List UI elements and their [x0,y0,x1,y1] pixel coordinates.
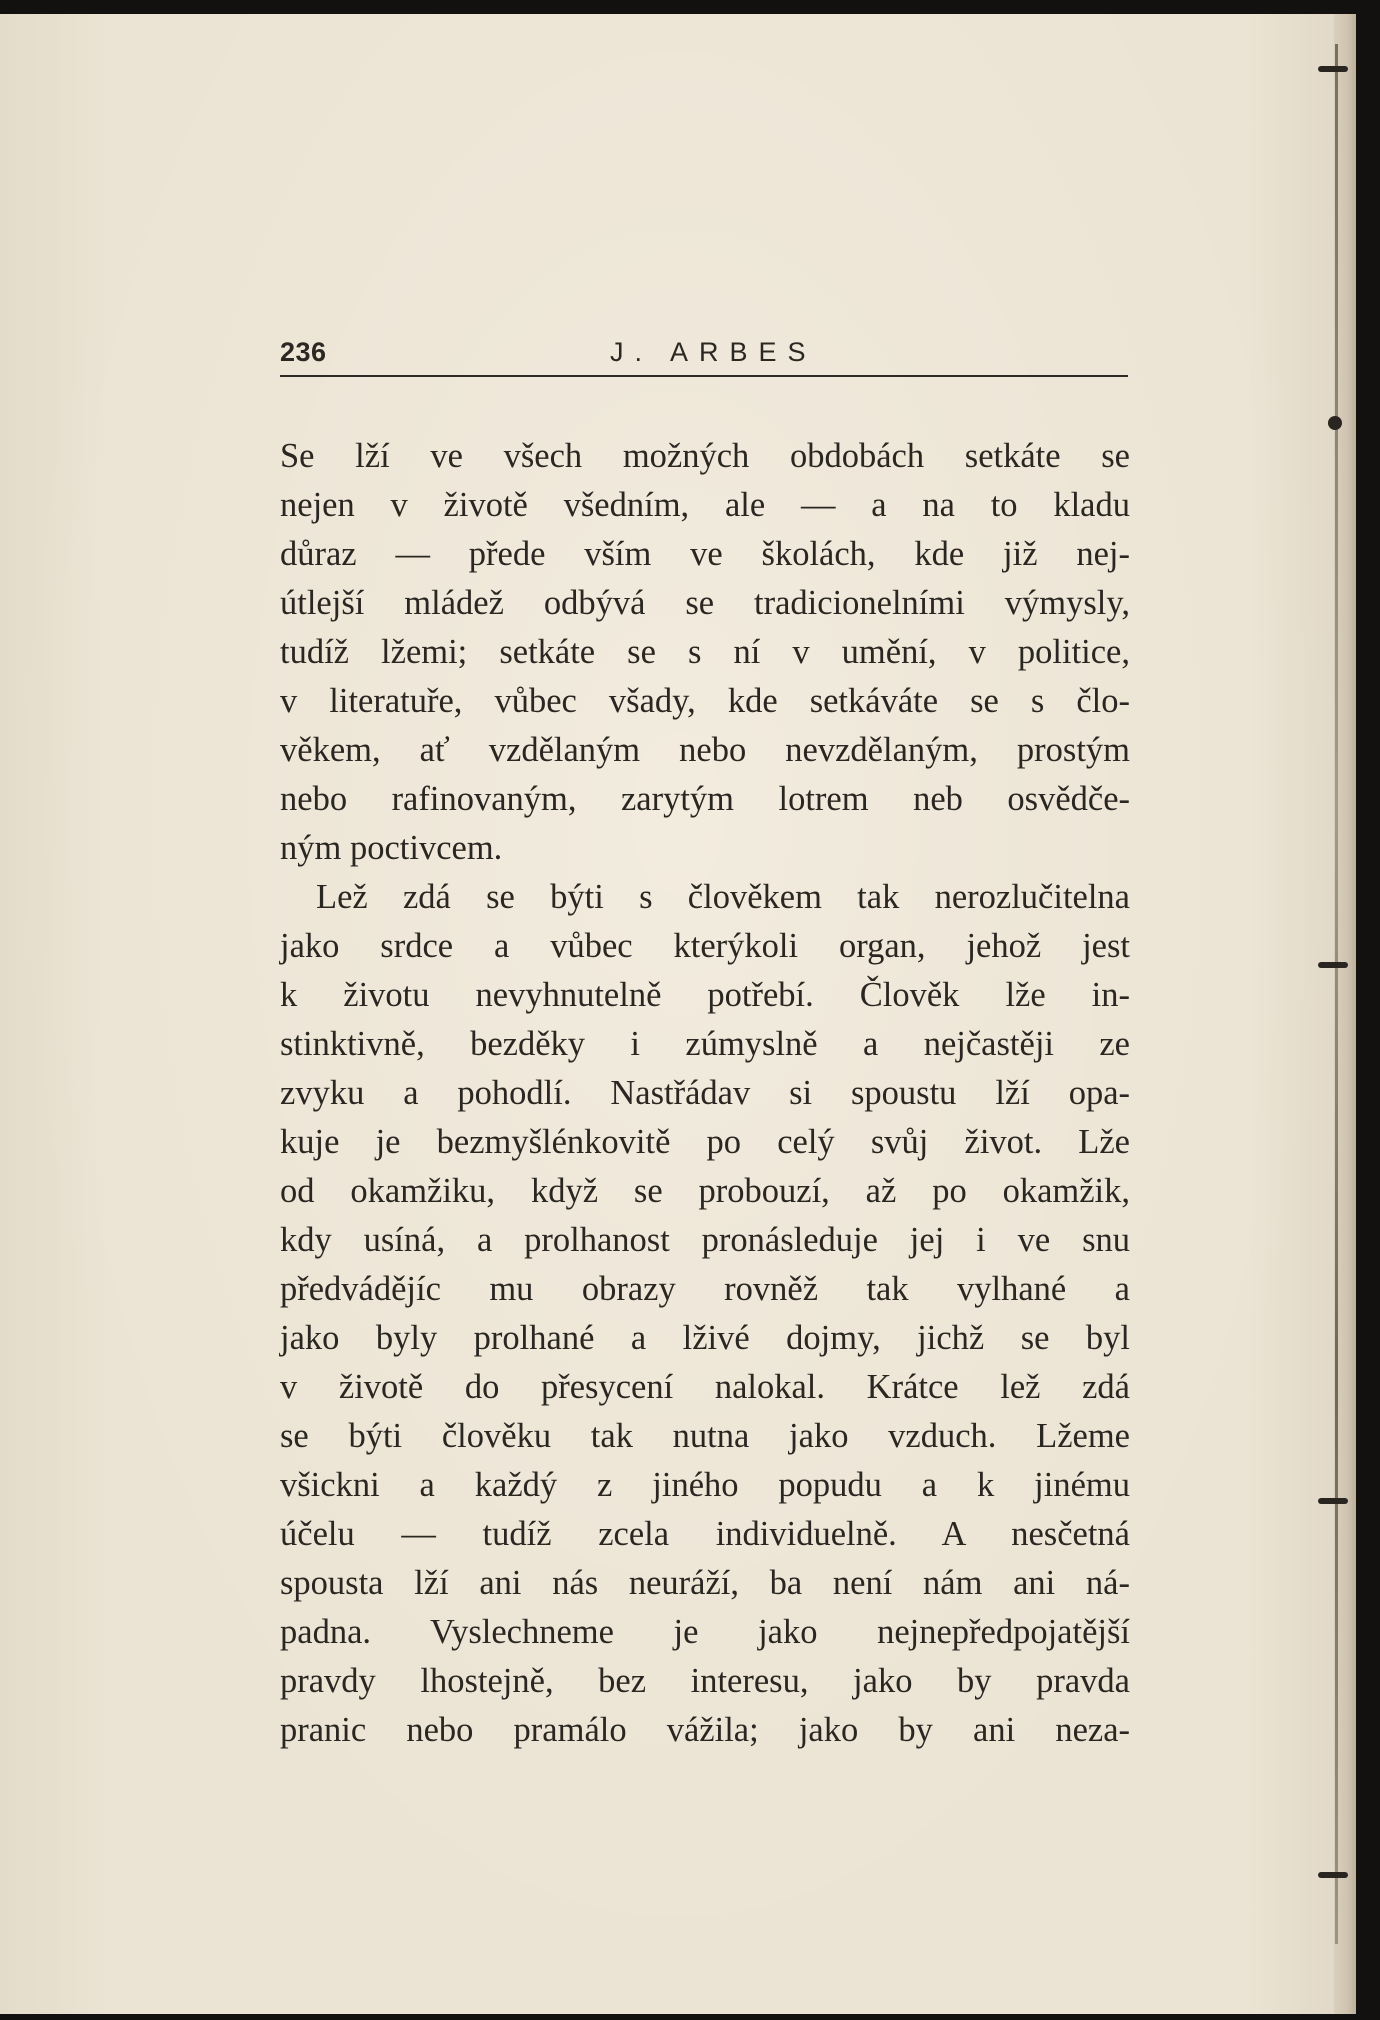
binding-stitch [1328,416,1342,430]
text-line: ným poctivcem. [280,829,503,867]
text-line: nebo rafinovaným, zarytým lotrem neb osvědče- [280,780,1130,818]
text-line: jako byly prolhané a lživé dojmy, jichž se byl [280,1319,1130,1357]
binding-thread [1335,44,1338,1944]
text-line: předvádějíc mu obrazy rovněž tak vylhané a [280,1270,1130,1308]
text-line: od okamžiku, když se probouzí, až po okamžik, [280,1172,1130,1210]
book-page [0,14,1356,2014]
text-line: pranic nebo pramálo vážila; jako by ani neza- [280,1711,1130,1749]
binding-stitch [1318,962,1348,968]
binding-stitch [1318,1872,1348,1878]
text-line: Lež zdá se býti s člověkem tak nerozlučitelna [316,878,1130,916]
running-head-author: J. ARBES [610,337,817,367]
binding-stitch [1318,1498,1348,1504]
text-line: účelu — tudíž zcela individuelně. A nesčetná [280,1515,1130,1553]
text-line: k životu nevyhnutelně potřebí. Člověk lže in- [280,976,1130,1014]
body-text [280,432,1130,1755]
binding-stitch [1318,66,1348,72]
text-line: tudíž lžemi; setkáte se s ní v umění, v politice, [280,633,1130,671]
text-line: jako srdce a vůbec kterýkoli organ, jehož jest [280,927,1130,965]
text-line: stinktivně, bezděky i zúmyslně a nejčastěji ze [280,1025,1130,1063]
text-line: Se lží ve všech možných obdobách setkáte se [280,437,1130,475]
text-line: důraz — přede vším ve školách, kde již nej- [280,535,1130,573]
text-line: v literatuře, vůbec všady, kde setkáváte se s člo- [280,682,1130,720]
text-line: kuje je bezmyšlénkovitě po celý svůj život. Lže [280,1123,1130,1161]
page-number: 236 [280,337,327,367]
page-header [280,331,1128,377]
text-line: útlejší mládež odbývá se tradicionelními výmysly, [280,584,1130,622]
text-line: v životě do přesycení nalokal. Krátce lež zdá [280,1368,1130,1406]
book-spine-edge [1334,14,1356,2014]
text-line: věkem, ať vzdělaným nebo nevzdělaným, prostým [280,731,1130,769]
text-line: kdy usíná, a prolhanost pronásleduje jej i ve snu [280,1221,1130,1259]
text-line: spousta lží ani nás neuráží, ba není nám ani ná- [280,1564,1130,1602]
text-line: padna. Vyslechneme je jako nejnepředpojatější [280,1613,1130,1651]
text-line: pravdy lhostejně, bez interesu, jako by pravda [280,1662,1130,1700]
text-line: se býti člověku tak nutna jako vzduch. Lžeme [280,1417,1130,1455]
text-line: nejen v životě všedním, ale — a na to kladu [280,486,1130,524]
text-line: zvyku a pohodlí. Nastřádav si spoustu lží opa- [280,1074,1130,1112]
text-line: všickni a každý z jiného popudu a k jinému [280,1466,1130,1504]
